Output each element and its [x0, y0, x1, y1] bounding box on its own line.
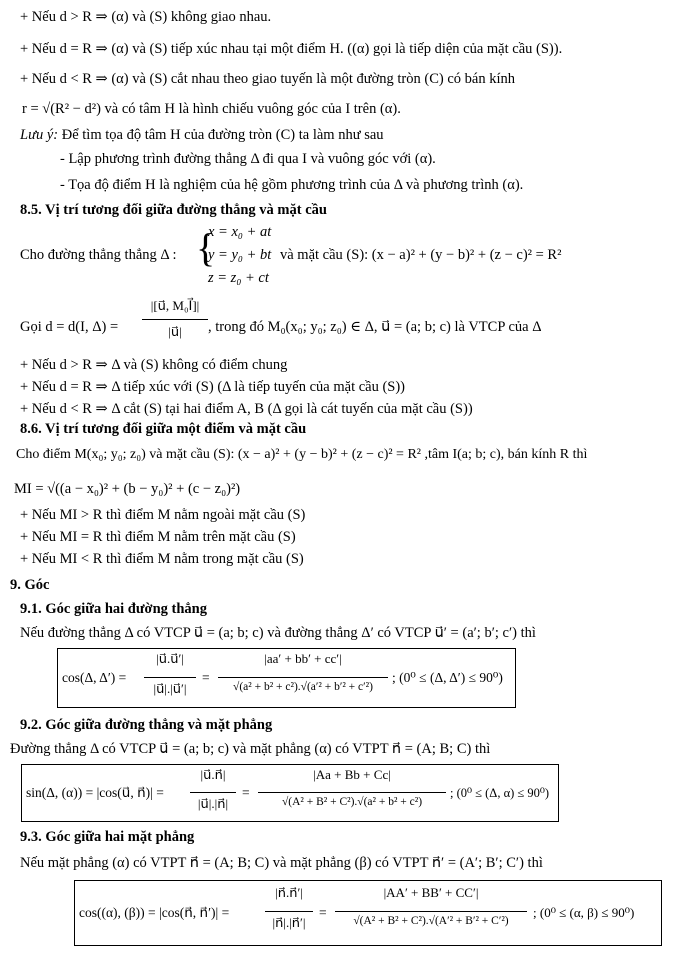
formula-2-bar-2: [258, 792, 446, 793]
formula-3-num-1: |n⃗.n⃗′|: [275, 885, 303, 900]
line-d-greater-r-line: + Nếu d > R ⇒ Δ và (S) không có điểm chung: [20, 357, 288, 373]
formula-2-den-1: |u⃗|.|n⃗|: [197, 796, 229, 811]
line-d-less-r-plane: + Nếu d < R ⇒ (α) và (S) cắt nhau theo giao tuyến là một đường tròn (C) có bán kính: [20, 71, 515, 87]
note-text: Để tìm tọa độ tâm H của đường tròn (C) ta làm như sau: [58, 127, 384, 143]
system-row-2: y = y₀ + bt: [208, 247, 272, 263]
line-d-equal-r-line: + Nếu d = R ⇒ Δ tiếp xúc với (S) (Δ là tiếp tuyến của mặt cầu (S)): [20, 379, 406, 395]
formula-1-bar-2: [218, 677, 388, 678]
formula-3-lhs: cos((α), (β)) = |cos(n⃗, n⃗′)| =: [79, 905, 230, 920]
formula-3-num-2: |AA′ + BB′ + CC′|: [383, 885, 479, 900]
system-row-1: x = x₀ + at: [208, 224, 272, 240]
formula-1-eq: =: [202, 670, 210, 685]
distance-fraction-bar: [142, 319, 208, 320]
formula-1-den-1: |u⃗|.|u⃗′|: [153, 681, 187, 696]
heading-8-5: 8.5. Vị trí tương đối giữa đường thẳng và mặt cầu: [20, 202, 327, 218]
heading-9-1: 9.1. Góc giữa hai đường thẳng: [20, 601, 207, 617]
line-radius-formula: r = √(R² − d²) và có tâm H là hình chiếu vuông góc của I trên (α).: [22, 101, 401, 117]
line-d-greater-r-plane: + Nếu d > R ⇒ (α) và (S) không giao nhau.: [20, 9, 272, 25]
formula-2-condition: ; (0⁰ ≤ (Δ, α) ≤ 90⁰): [450, 786, 550, 800]
formula-2-lhs: sin(Δ, (α)) = |cos(u⃗, n⃗)| =: [26, 785, 164, 800]
formula-1-condition: ; (0⁰ ≤ (Δ, Δ′) ≤ 90⁰): [392, 670, 503, 685]
line-mi-greater-r: + Nếu MI > R thì điểm M nằm ngoài mặt cầu (S): [20, 507, 306, 523]
heading-9-2: 9.2. Góc giữa đường thẳng và mặt phẳng: [20, 717, 273, 733]
formula-1-num-2: |aa′ + bb′ + cc′|: [264, 651, 342, 666]
system-brace: {: [196, 225, 216, 270]
line-d-equal-r-plane: + Nếu d = R ⇒ (α) và (S) tiếp xúc nhau tại một điểm H. ((α) gọi là tiếp diện của mặt cầu (S)).: [20, 41, 563, 57]
point-sphere-intro: Cho điểm M(x₀; y₀; z₀) và mặt cầu (S): (x − a)² + (y − b)² + (z − c)² = R² ,tâm I(a; b; c), bán kính R thì: [16, 447, 588, 462]
heading-9: 9. Góc: [10, 577, 50, 593]
sphere-equation: và mặt cầu (S): (x − a)² + (y − b)² + (z − c)² = R²: [280, 247, 562, 263]
formula-2-bar-1: [190, 792, 236, 793]
formula-1-bar-1: [144, 677, 196, 678]
formula-2-den-2: √(A² + B² + C²).√(a² + b² + c²): [281, 796, 423, 808]
distance-explanation: , trong đó M₀(x₀; y₀; z₀) ∈ Δ, u⃗ = (a; b; c) là VTCP của Δ: [208, 319, 542, 335]
formula-box-angle-lines: [57, 648, 516, 708]
line-angle-line-plane-intro: Đường thẳng Δ có VTCP u⃗ = (a; b; c) và mặt phẳng (α) có VTPT n⃗ = (A; B; C) thì: [10, 741, 491, 757]
formula-2-num-1: |u⃗.n⃗|: [200, 767, 226, 782]
heading-9-3: 9.3. Góc giữa hai mặt phẳng: [20, 829, 195, 845]
line-angle-lines-intro: Nếu đường thẳng Δ có VTCP u⃗ = (a; b; c) và đường thẳng Δ′ có VTCP u⃗′ = (a′; b′; c′) thì: [20, 625, 536, 641]
formula-3-bar-1: [265, 911, 313, 912]
distance-label: Gọi d = d(I, Δ) =: [20, 319, 119, 335]
line-d-less-r-line: + Nếu d < R ⇒ Δ cắt (S) tại hai điểm A, B (Δ gọi là cát tuyến của mặt cầu (S)): [20, 401, 473, 417]
mi-formula: MI = √((a − x₀)² + (b − y₀)² + (c − z₀)²): [14, 481, 241, 497]
note-label: Lưu ý:: [20, 127, 59, 143]
formula-2-num-2: |Aa + Bb + Cc|: [313, 767, 391, 782]
formula-box-angle-planes: [74, 880, 662, 946]
line-mi-equal-r: + Nếu MI = R thì điểm M nằm trên mặt cầu (S): [20, 529, 296, 545]
formula-1-num-1: |u⃗.u⃗′|: [156, 651, 184, 666]
system-row-3: z = z₀ + ct: [208, 270, 269, 286]
note-line: [20, 126, 384, 144]
formula-1-den-2: √(a² + b² + c²).√(a′² + b′² + c′²): [233, 681, 373, 693]
heading-8-6: 8.6. Vị trí tương đối giữa một điểm và mặt cầu: [20, 421, 307, 437]
formula-2-eq: =: [242, 785, 250, 800]
formula-3-condition: ; (0⁰ ≤ (α, β) ≤ 90⁰): [533, 905, 635, 920]
formula-3-den-1: |n⃗|.|n⃗′|: [272, 915, 306, 930]
note-step-2: - Tọa độ điểm H là nghiệm của hệ gồm phương trình của Δ và phương trình (α).: [60, 177, 524, 193]
formula-3-den-2: √(A² + B² + C²).√(A′² + B′² + C′²): [353, 915, 509, 927]
distance-denominator: |u⃗|: [168, 324, 182, 339]
formula-1-lhs: cos(Δ, Δ′) =: [62, 670, 127, 685]
formula-3-bar-2: [335, 911, 527, 912]
formula-3-eq: =: [319, 905, 327, 920]
note-step-1: - Lập phương trình đường thẳng Δ đi qua I và vuông góc với (α).: [60, 151, 436, 167]
line-line-equation-label: Cho đường thẳng thẳng Δ :: [20, 247, 177, 263]
distance-numerator: |[u⃗, M₀I⃗]|: [150, 298, 200, 313]
line-angle-planes-intro: Nếu mặt phẳng (α) có VTPT n⃗ = (A; B; C) và mặt phẳng (β) có VTPT n⃗′ = (A′; B′; C′) thì: [20, 855, 543, 871]
formula-box-angle-line-plane: [21, 764, 559, 822]
line-mi-less-r: + Nếu MI < R thì điểm M nằm trong mặt cầu (S): [20, 551, 304, 567]
